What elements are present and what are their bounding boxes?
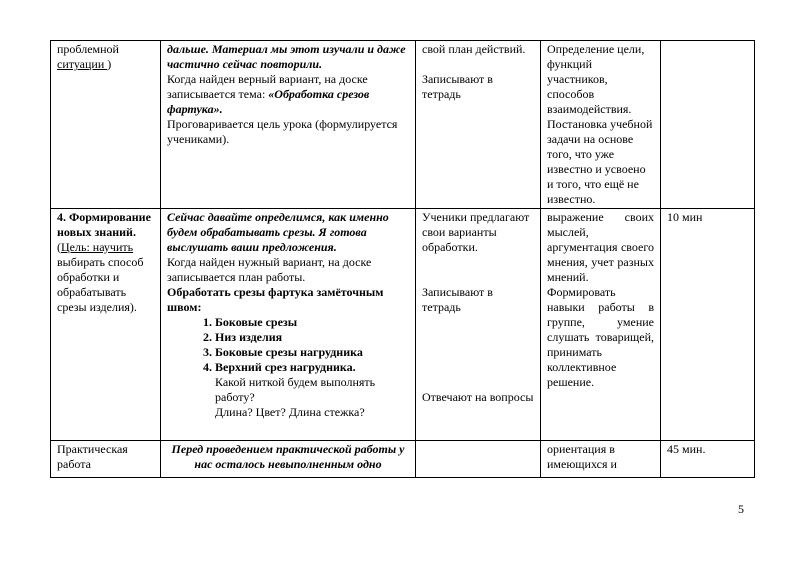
stage-goal-run: (	[57, 240, 61, 254]
cell-row3-stage	[51, 441, 161, 478]
stage-continuation-text	[57, 42, 154, 72]
stage-text-run: )	[107, 57, 112, 71]
teacher-note	[167, 72, 409, 117]
stage-goal-run: выбирать способ обработки и обрабатывать срезы изделия).	[57, 255, 144, 314]
time-text: 10 мин	[667, 210, 703, 224]
student-activity-text: Отвечают на вопросы	[422, 390, 534, 404]
lesson-plan-table	[50, 40, 755, 478]
teacher-note-run: Когда найден верный вариант, на доске записывается тема:	[167, 72, 368, 101]
teacher-speech: Перед проведением практической работы у нас осталось невыполненным одно	[171, 442, 405, 471]
cell-row1-teacher-activity	[161, 41, 416, 209]
cell-row2-uud	[541, 209, 661, 441]
stage-goal	[57, 240, 154, 315]
cell-row1-student-activity	[416, 41, 541, 209]
plan-list	[167, 315, 409, 375]
plan-list-item: 3. Боковые срезы нагрудника	[215, 345, 409, 360]
plan-heading: Обработать срезы фартука замёточным швом:	[167, 285, 384, 314]
teacher-note: Когда найден нужный вариант, на доске записывается план работы.	[167, 255, 372, 284]
teacher-speech: дальше. Материал мы этот изучали и даже частично сейчас повторили.	[167, 42, 406, 71]
cell-row1-time	[661, 41, 755, 209]
table-row-3	[51, 441, 755, 478]
cell-row3-teacher-activity	[161, 441, 416, 478]
teacher-question: Какой ниткой будем выполнять работу?	[215, 375, 376, 404]
uud-text: ориентация в имеющихся и	[547, 442, 617, 471]
page-number: 5	[738, 502, 744, 516]
stage-title: Практическая работа	[57, 442, 128, 471]
cell-row2-time	[661, 209, 755, 441]
plan-list-item: 2. Низ изделия	[215, 330, 409, 345]
cell-row2-student-activity	[416, 209, 541, 441]
plan-list-item: 1. Боковые срезы	[215, 315, 409, 330]
plan-list-item: 4. Верхний срез нагрудника.	[215, 360, 409, 375]
stage-title: 4. Формирование новых знаний.	[57, 210, 151, 239]
stage-text-underlined: ситуации	[57, 57, 108, 71]
table-row-1	[51, 41, 755, 209]
cell-row3-uud	[541, 441, 661, 478]
teacher-note-2: Проговаривается цель урока (формулируется учениками).	[167, 117, 398, 146]
teacher-speech: Сейчас давайте определимся, как именно будем обрабатывать срезы. Я готова выслушать ваши предложения.	[167, 210, 389, 254]
lesson-topic: «Обработка срезов фартука».	[167, 87, 370, 116]
cell-row2-teacher-activity	[161, 209, 416, 441]
cell-row3-student-activity	[416, 441, 541, 478]
stage-goal-underlined: Цель: научить	[61, 240, 134, 254]
student-activity-text: Записывают в тетрадь	[422, 285, 493, 314]
student-activity-text: Ученики предлагают свои варианты обработки.	[422, 210, 530, 254]
time-text: 45 мин.	[667, 442, 706, 456]
uud-text: выражение своих мыслей, аргументация своего мнения, учет разных мнений. Формировать навыки работы в группе, умение слушать товарищей, принимать коллективное решение.	[547, 210, 654, 389]
stage-text-run: проблемной	[57, 42, 119, 56]
teacher-question: Длина? Цвет? Длина стежка?	[215, 405, 365, 419]
student-activity-text: Записывают в тетрадь	[422, 72, 493, 101]
cell-row1-uud	[541, 41, 661, 209]
cell-row1-stage	[51, 41, 161, 209]
cell-row3-time	[661, 441, 755, 478]
student-activity-text: свой план действий.	[422, 42, 526, 56]
cell-row2-stage	[51, 209, 161, 441]
uud-text: Определение цели, функций участников, способов взаимодействия. Постановка учебной задачи на основе того, что уже известно и усвоено и того, что ещё не известно.	[547, 42, 653, 206]
table-row-2	[51, 209, 755, 441]
